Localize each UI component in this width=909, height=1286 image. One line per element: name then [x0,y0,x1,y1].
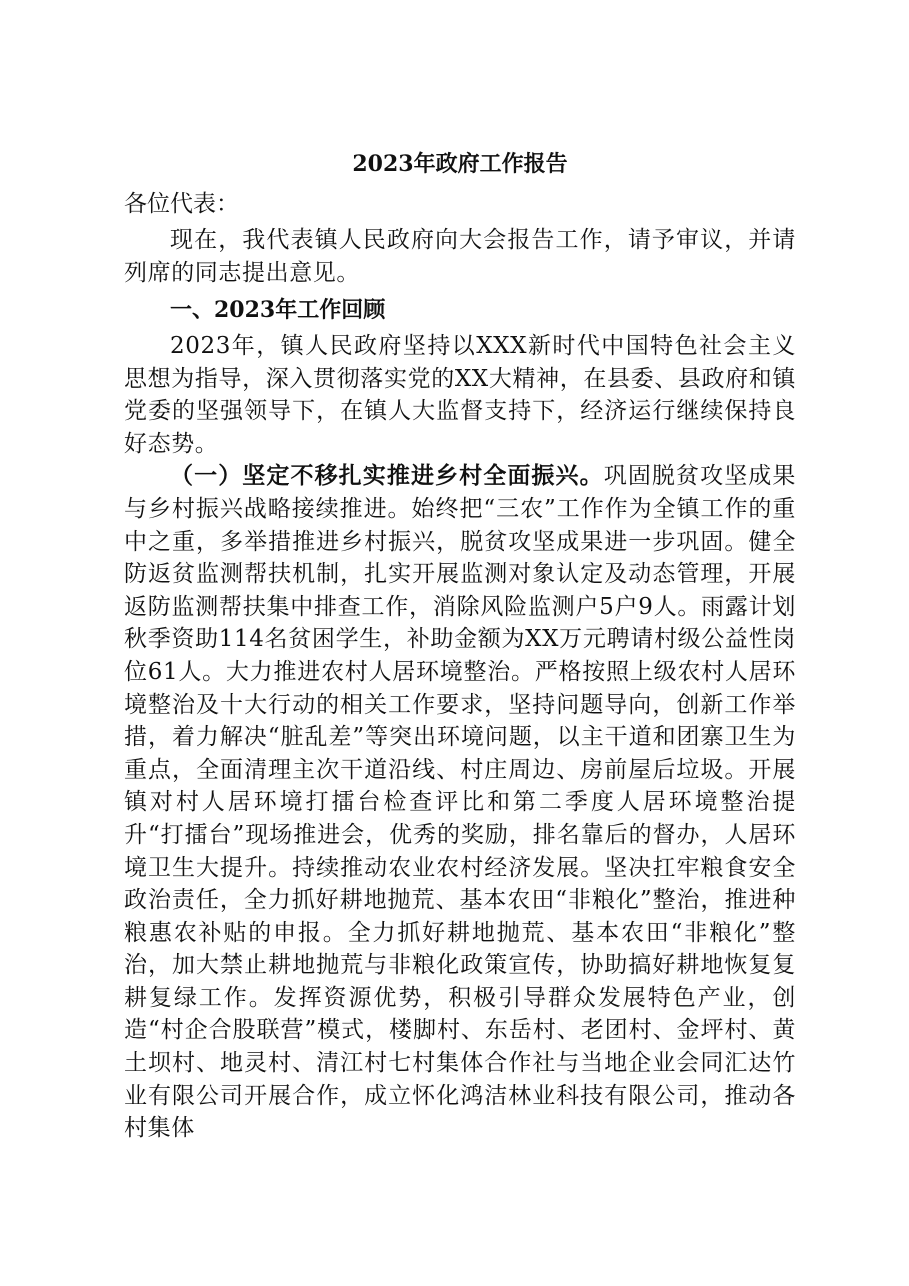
subsection-paragraph [124,460,796,1144]
subsection-body: 巩固脱贫攻坚成果与乡村振兴战略接续推进。始终把“三农”工作作为全镇工作的重中之重，多举措推进乡村振兴，脱贫攻坚成果进一步巩固。健全防返贫监测帮扶机制，扎实开展监测对象认定及动态管理，开展返防监测帮扶集中排查工作，消除风险监测户5户9人。雨露计划秋季资助114名贫困学生，补助金额为XX万元聘请村级公益性岗位61人。大力推进农村人居环境整治。严格按照上级农村人居环境整治及十大行动的相关工作要求，坚持问题导向，创新工作举措，着力解决“脏乱差”等突出环境问题，以主干道和团寨卫生为重点，全面清理主次干道沿线、村庄周边、房前屋后垃圾。开展镇对村人居环境打擂台检查评比和第二季度人居环境整治提升“打擂台”现场推进会，优秀的奖励，排名靠后的督办，人居环境卫生大提升。持续推动农业农村经济发展。坚决扛牢粮食安全政治责任，全力抓好耕地抛荒、基本农田“非粮化”整治，推进种粮惠农补贴的申报。全力抓好耕地抛荒、基本农田“非粮化”整治，加大禁止耕地抛荒与非粮化政策宣传，协助搞好耕地恢复复耕复绿工作。发挥资源优势，积极引导群众发展特色产业，创造“村企合股联营”模式，楼脚村、东岳村、老团村、金坪村、黄土坝村、地灵村、清江村七村集体合作社与当地企业会同汇达竹业有限公司开展合作，成立怀化鸿洁林业科技有限公司，推动各村集体 [124,463,796,1142]
intro-paragraph: 现在，我代表镇人民政府向大会报告工作，请予审议，并请列席的同志提出意见。 [124,227,796,286]
section-paragraph: 2023年，镇人民政府坚持以XXX新时代中国特色社会主义思想为指导，深入贯彻落实党的XX大精神，在县委、县政府和镇党委的坚强领导下，在镇人大监督支持下，经济运行继续保持良好态势。 [124,333,796,457]
document-title: 2023年政府工作报告 [352,151,568,177]
section-heading-work-review: 一、2023年工作回顾 [170,297,386,323]
subsection-heading: （一）坚定不移扎实推进乡村全面振兴。 [170,462,604,490]
document-page [124,144,796,1145]
salutation: 各位代表： [124,191,239,217]
